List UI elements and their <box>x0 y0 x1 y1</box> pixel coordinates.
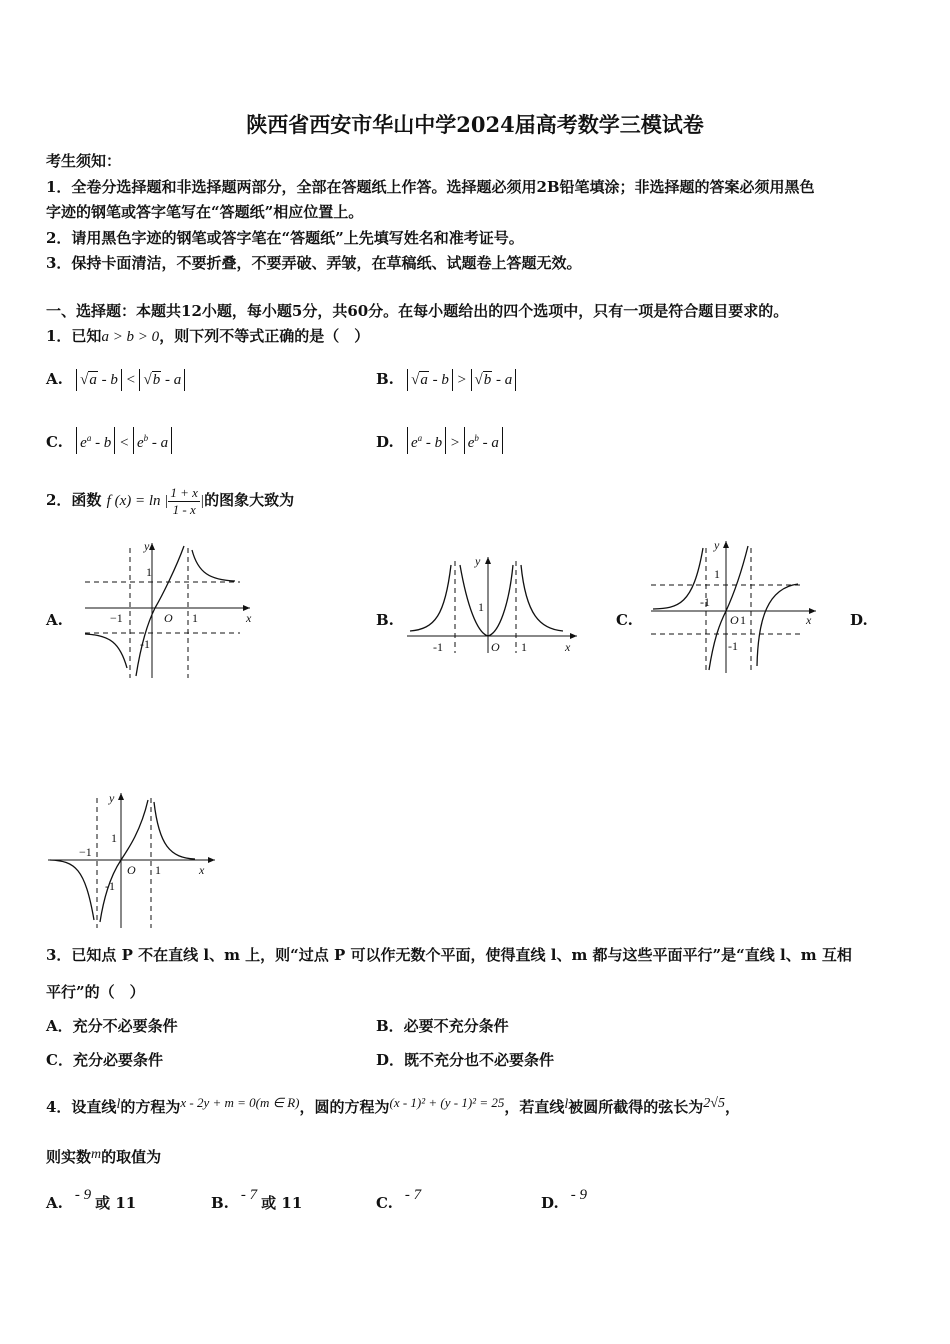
svg-text:O: O <box>730 613 739 627</box>
q2-graph-c[interactable] <box>648 538 823 676</box>
svg-text:x: x <box>806 613 812 627</box>
svg-text:1: 1 <box>155 863 161 877</box>
svg-text:1: 1 <box>192 611 198 625</box>
svg-text:-1: -1 <box>433 640 443 654</box>
q2-graph-d[interactable] <box>45 790 220 930</box>
svg-text:O: O <box>491 640 500 654</box>
svg-text:y: y <box>475 555 481 568</box>
svg-text:−1: −1 <box>79 845 92 859</box>
svg-text:1: 1 <box>146 565 152 579</box>
svg-text:x: x <box>246 611 252 625</box>
question-1-stem: 1．已知a > b > 0，则下列不等式正确的是（ ） <box>46 327 370 345</box>
svg-text:y: y <box>109 791 115 805</box>
notice-heading: 考生须知： <box>46 152 122 170</box>
q3-option-d[interactable]: D．既不充分也不必要条件 <box>376 1051 555 1069</box>
q3-option-a[interactable]: A．充分不必要条件 <box>46 1017 178 1035</box>
q3-option-b[interactable]: B．必要不充分条件 <box>376 1017 509 1035</box>
svg-text:O: O <box>164 611 173 625</box>
q3-option-c[interactable]: C．充分必要条件 <box>46 1051 163 1069</box>
q2-graph-b[interactable] <box>405 555 580 655</box>
q1-option-a[interactable]: A. √a - b < √b - a <box>46 369 185 391</box>
svg-text:O: O <box>127 863 136 877</box>
svg-text:y: y <box>714 538 720 552</box>
svg-text:1: 1 <box>740 613 746 627</box>
question-3-stem-cont: 平行”的（ ） <box>46 983 145 1001</box>
q2-option-a-label[interactable]: A. <box>46 611 63 629</box>
q2-option-c-label[interactable]: C. <box>616 611 633 629</box>
svg-text:y: y <box>144 539 150 553</box>
q4-option-b[interactable]: B. - 7 或 11 <box>211 1187 303 1212</box>
q2-graph-a[interactable] <box>80 538 255 683</box>
notice-item: 2．请用黑色字迹的钢笔或答字笔在“答题纸”上先填写姓名和准考证号。 <box>46 229 524 247</box>
svg-text:-1: -1 <box>728 639 738 653</box>
svg-text:-1: -1 <box>140 637 150 651</box>
question-4-stem-cont: 则实数m的取值为 <box>46 1147 162 1166</box>
notice-item: 字迹的钢笔或答字笔写在“答题纸”相应位置上。 <box>46 203 364 221</box>
question-4-stem: 4．设直线l的方程为x - 2y + m = 0(m ∈ R)，圆的方程为(x - 1)² + (y - 1)² = 25，若直线l被圆所截得的弦长为2√5， <box>46 1095 740 1116</box>
q4-option-d[interactable]: D. - 9 <box>541 1187 587 1212</box>
q1-option-c[interactable]: C. $e^a - b < e^b - a$ <box>46 427 172 454</box>
notice-item: 1．全卷分选择题和非选择题两部分，全部在答题纸上作答。选择题必须用2B铅笔填涂；非选择题的答案必须用黑色 <box>46 178 815 196</box>
q4-option-c[interactable]: C. - 7 <box>376 1187 422 1212</box>
q4-option-a[interactable]: A. - 9 或 11 <box>46 1187 137 1212</box>
svg-text:1: 1 <box>478 600 484 614</box>
question-3-stem: 3．已知点 P 不在直线 l、m 上，则“过点 P 可以作无数个平面，使得直线 l、m 都与这些平面平行”是“直线 l、m 互相 <box>46 946 852 964</box>
svg-text:1: 1 <box>714 567 720 581</box>
page-title: 陕西省西安市华山中学2024届高考数学三模试卷 <box>246 112 704 137</box>
svg-text:−1: −1 <box>110 611 123 625</box>
q2-option-d-label[interactable]: D. <box>850 611 868 629</box>
svg-text:1: 1 <box>111 831 117 845</box>
notice-item: 3．保持卡面清洁，不要折叠，不要弄破、弄皱，在草稿纸、试题卷上答题无效。 <box>46 254 582 272</box>
section-heading: 一、选择题：本题共12小题，每小题5分，共60分。在每小题给出的四个选项中，只有一项是符合题目要求的。 <box>46 302 789 320</box>
svg-text:x: x <box>199 863 205 877</box>
q1-option-d[interactable]: D. $e^a - b > e^b - a$ <box>376 427 503 454</box>
svg-text:-1: -1 <box>700 595 710 609</box>
svg-text:x: x <box>565 640 571 654</box>
svg-text:1: 1 <box>521 640 527 654</box>
q2-option-b-label[interactable]: B. <box>376 611 394 629</box>
question-2-stem: 2．函数 f (x) = ln | $\frac{1 + x}{1 - x}$ |的图象大致为 <box>46 484 295 517</box>
q1-option-b[interactable]: B. √a - b > √b - a <box>376 369 516 391</box>
svg-text:-1: -1 <box>105 879 115 893</box>
